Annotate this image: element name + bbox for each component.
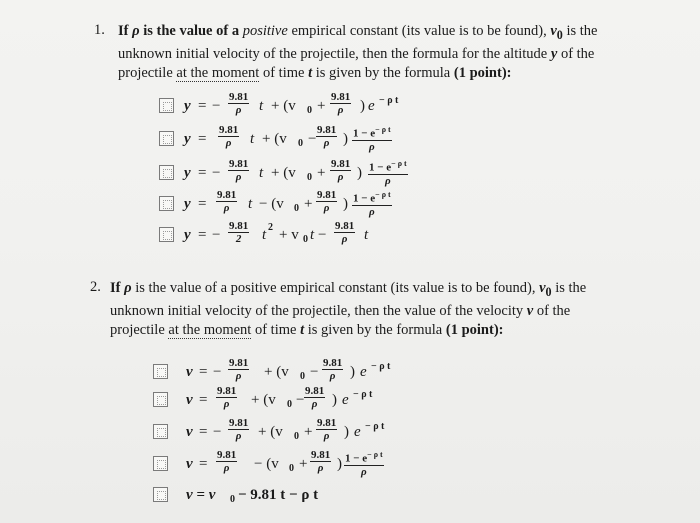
q1-option-a-checkbox[interactable] <box>159 98 174 113</box>
q2-option-d-checkbox[interactable] <box>153 456 168 471</box>
q1-option-e-checkbox[interactable] <box>159 227 174 242</box>
worksheet: 1. If ρ is the value of a positive empirical constant (its value is to be found), $v_0$ is the unknown initial velocity of the projectile, then the formula for the altitude y of the projectile at the moment of time t is given by the formula (1 point): y = − $\frac{9.81}{\rho}$ t + (v 0 + $\frac{9.81}{\rho}$ ) e − ρ t y = $\frac{9.81}{\rho}$ t + (v 0 − $\frac{9.81}{\rho}$ ) $\frac{1 - e^{- \rho t}}{\rho}$ y = − $\frac{9.81}{\rho}$ t + (v 0 + $\frac{9.81}{\rho}$ ) $\frac{1 - e^{- \rho t}}{\rho}$ y = $\frac{9.81}{\rho}$ t − (v 0 + $\frac{9.81}{\rho}$ ) $\frac{1 - e^{- \rho t}}{\rho}$ y = − $\frac{9.81}{2}$ t 2 + v 0 t − $\frac{9.81}{\rho}$ t 2. If ρ is the value of a positive empirical constant (its value is to be found), $v_0$ is the unknown initial velocity of the projectile, then the value of the velocity v of the projectile at the moment of time t is given by the formula (1 point): v = − $\frac{9.81}{\rho}$ + (v 0 − $\frac{9.81}{\rho}$ ) e − ρ t v = $\frac{9.81}{\rho}$ + (v 0 − $\frac{9.81}{\rho}$ ) e − ρ t v = − $\frac{9.81}{\rho}$ + (v 0 + $\frac{9.81}{\rho}$ ) e − ρ t v = $\frac{9.81}{\rho}$ − (v 0 + $\frac{9.81}{\rho}$ ) $\frac{1 - e^{- \rho t}}{\rho}$ v = v 0 − 9.81 t − ρ t <box>0 0 700 523</box>
question-2-number: 2. <box>90 279 101 295</box>
question-2-text: If ρ is the value of a positive empirical constant (its value is to be found), $v_0$ is the unknown initial velocity of the projectile, then the value of the velocity v of the projectile at the moment of time t is given by the formula (1 point): <box>110 280 587 338</box>
q2-option-c-checkbox[interactable] <box>153 424 168 439</box>
q1-option-d-checkbox[interactable] <box>159 196 174 211</box>
question-1-number: 1. <box>94 22 105 38</box>
q1-option-c-checkbox[interactable] <box>159 165 174 180</box>
q1-option-b-checkbox[interactable] <box>159 131 174 146</box>
q2-option-b-checkbox[interactable] <box>153 392 168 407</box>
q2-option-e-checkbox[interactable] <box>153 487 168 502</box>
q2-option-a-checkbox[interactable] <box>153 364 168 379</box>
question-1-text: If ρ is the value of a positive empirical constant (its value is to be found), $v_0$ is the unknown initial velocity of the projectile, then the formula for the altitude y of the projectile at the moment of time t is given by the formula (1 point): <box>118 23 598 81</box>
